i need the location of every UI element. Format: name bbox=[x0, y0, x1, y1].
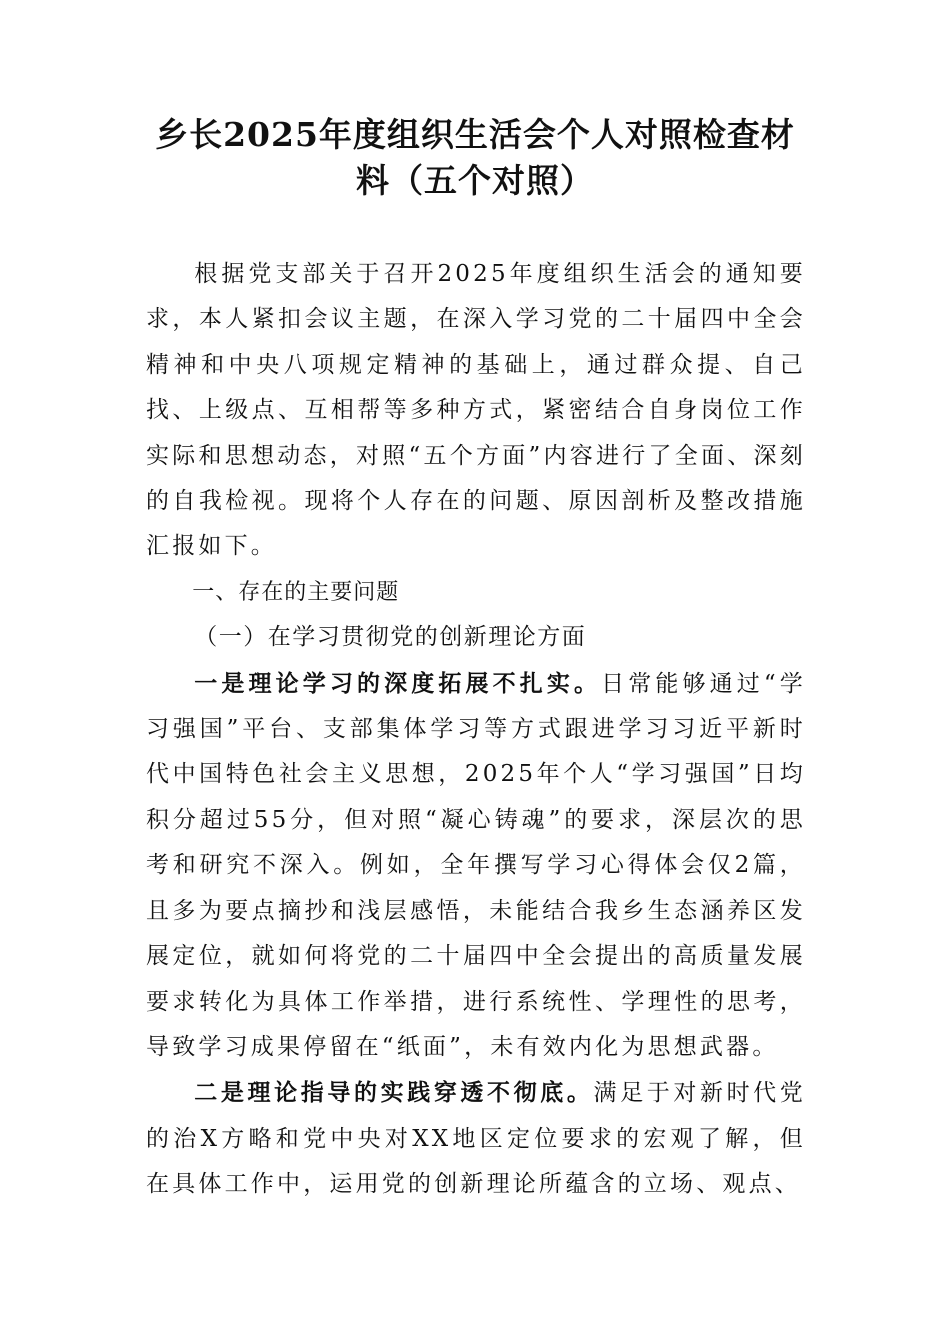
point-paragraph-2 bbox=[146, 1070, 806, 1207]
section-heading: 一、存在的主要问题 bbox=[192, 579, 400, 605]
document-body bbox=[146, 252, 806, 1208]
point-paragraph-1 bbox=[146, 661, 806, 1071]
subsection-heading: （一）在学习贯彻党的创新理论方面 bbox=[194, 624, 587, 651]
point-1-text: 日常能够通过“学习强国”平台、支部集体学习等方式跟进学习习近平新时代中国特色社会主义思想，2025年个人“学习强国”日均积分超过55分，但对照“凝心铸魂”的要求，深层次的思考和研究不深入。例如，全年撰写学习心得体会仅2篇，且多为要点摘抄和浅层感悟，未能结合我乡生态涵养区发展定位，就如何将党的二十届四中全会提出的高质量发展要求转化为具体工作举措，进行系统性、学理性的思考，导致学习成果停留在“纸面”，未有效内化为思想武器。 bbox=[146, 670, 807, 1060]
intro-paragraph: 根据党支部关于召开2025年度组织生活会的通知要求，本人紧扣会议主题，在深入学习党的二十届四中全会精神和中央八项规定精神的基础上，通过群众提、自己找、上级点、互相帮等多种方式，紧密结合自身岗位工作实际和思想动态，对照“五个方面”内容进行了全面、深刻的自我检视。现将个人存在的问题、原因剖析及整改措施汇报如下。 bbox=[146, 261, 806, 560]
document-title: 乡长2025年度组织生活会个人对照检查材料（五个对照） bbox=[155, 115, 795, 200]
point-2-lead: 二是理论指导的实践穿透不彻底。 bbox=[194, 1079, 594, 1107]
point-1-lead: 一是理论学习的深度拓展不扎实。 bbox=[194, 669, 602, 697]
point-2-text: 满足于对新时代党的治X方略和党中央对XX地区定位要求的宏观了解，但在具体工作中，运用党的创新理论所蕴含的立场、观点、 bbox=[146, 1080, 806, 1198]
